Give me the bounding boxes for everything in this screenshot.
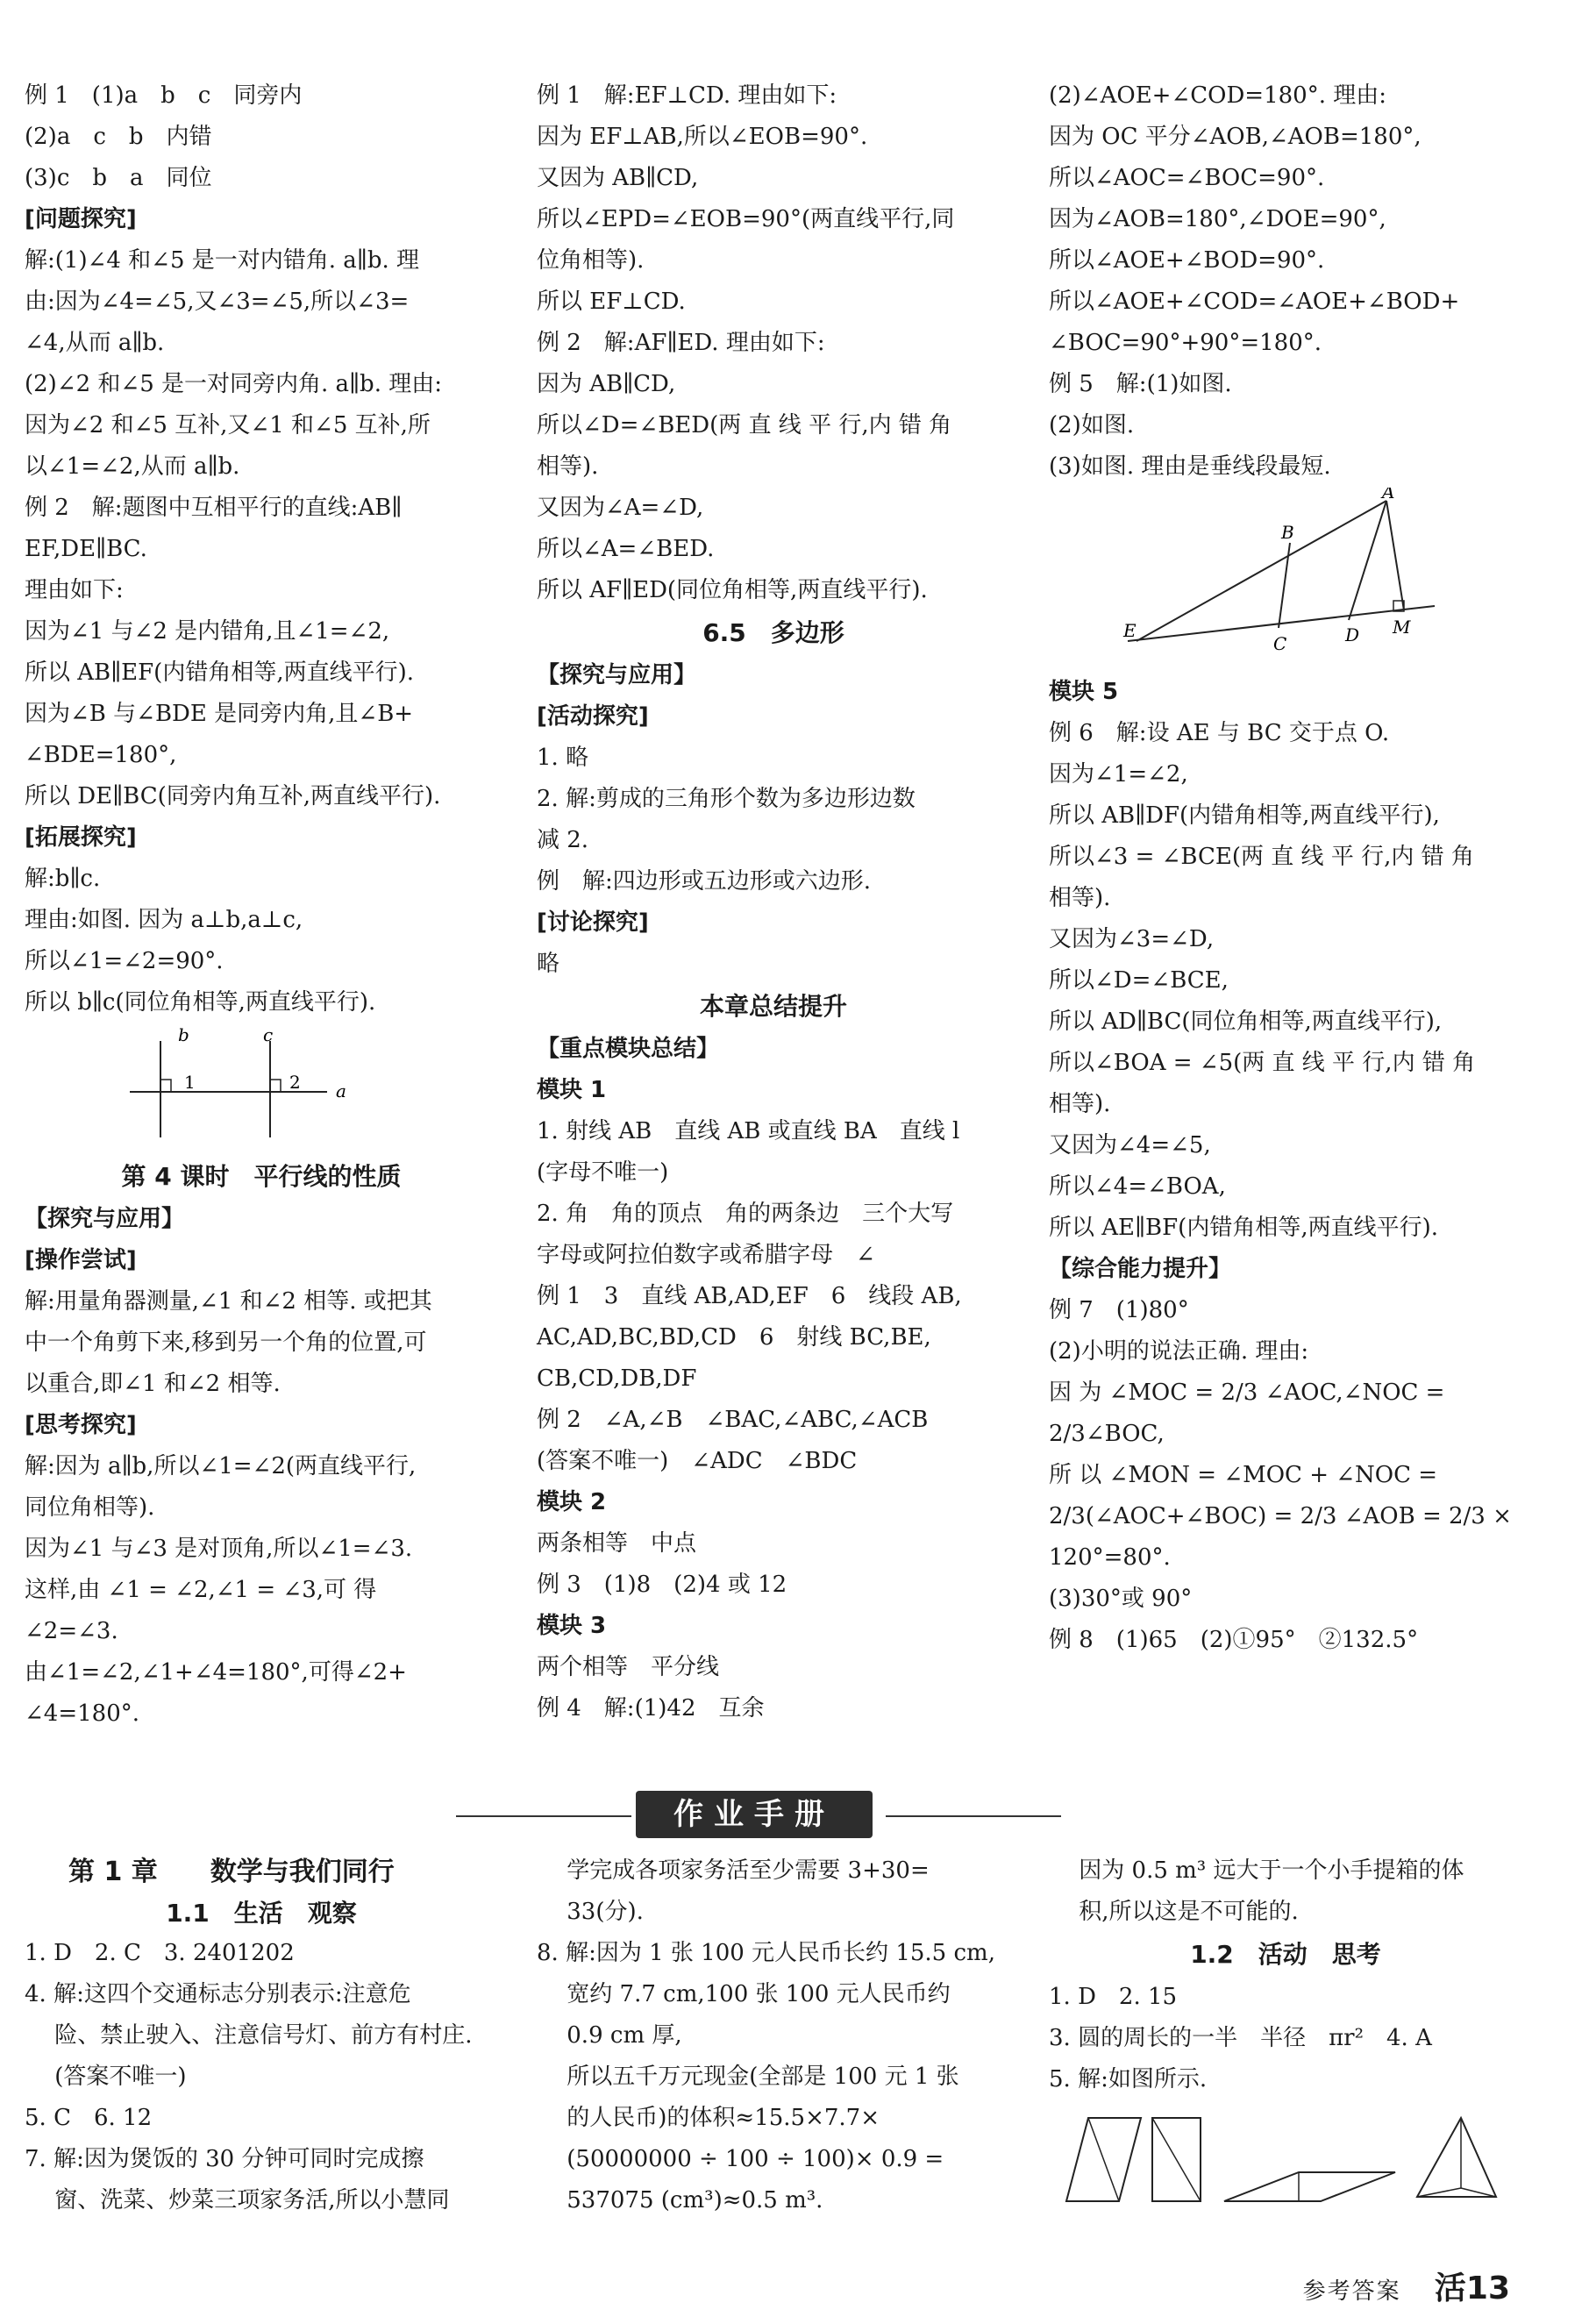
col1-line-7: (2)∠2 和∠5 是一对同旁内角. a∥b. 理由:: [25, 371, 442, 397]
col3b-line-10: 相等).: [1049, 1091, 1111, 1117]
b2-line-4: 0.9 cm 厚,: [537, 2022, 682, 2049]
col1-line-3: [问题探究]: [25, 206, 137, 232]
col1-line-21: 所以∠1=∠2=90°.: [25, 948, 224, 974]
col3-line-1: 因为 OC 平分∠AOB,∠AOB=180°,: [1049, 124, 1422, 150]
col3-line-4: 所以∠AOE+∠BOD=90°.: [1049, 247, 1325, 274]
b1-line-0: 1. D 2. C 3. 2401202: [25, 1940, 295, 1966]
col3b-line-22: (3)30°或 90°: [1049, 1586, 1193, 1612]
b1-line-5: 7. 解:因为煲饭的 30 分钟可同时完成擦: [25, 2146, 424, 2172]
col1-line-19: 解:b∥c.: [25, 866, 101, 892]
col2c-line-10: (答案不唯一) ∠ADC ∠BDC: [537, 1448, 858, 1474]
col2c-line-9: 例 2 ∠A,∠B ∠BAC,∠ABC,∠ACB: [537, 1407, 929, 1433]
answer-lines-b3b: [1049, 1977, 1522, 2100]
b3-line-0: 因为 0.5 m³ 远大于一个小手提箱的体: [1049, 1857, 1464, 1884]
fig-label-D: D: [1345, 624, 1360, 645]
col2-line-8: 所以∠D=∠BED(两 直 线 平 行,内 错 角: [537, 412, 952, 438]
col3-line-9: (3)如图. 理由是垂线段最短.: [1049, 453, 1331, 480]
col2c-line-14: 模块 3: [537, 1613, 607, 1639]
col2c-line-11: 模块 2: [537, 1489, 607, 1515]
b3b-line-2: 5. 解:如图所示.: [1049, 2066, 1208, 2092]
col1b-line-3: 中一个角剪下来,移到另一个角的位置,可: [25, 1330, 427, 1356]
col2-line-3: 所以∠EPD=∠EOB=90°(两直线平行,同: [537, 206, 955, 232]
col3b-line-7: 所以∠D=∠BCE,: [1049, 967, 1229, 994]
col3b-line-3: 所以 AB∥DF(内错角相等,两直线平行),: [1049, 802, 1440, 829]
homework-column-3: [1049, 1850, 1522, 2223]
fig-label-C: C: [1273, 633, 1287, 654]
col1-line-18: [拓展探究]: [25, 824, 137, 851]
col2b-line-0: 【探究与应用】: [537, 662, 697, 688]
page-footer: [1303, 2263, 1510, 2308]
b1-line-1: 4. 解:这四个交通标志分别表示:注意危: [25, 1981, 411, 2007]
answer-lines-b2: [537, 1850, 1010, 2221]
b3b-line-1: 3. 圆的周长的一半 半径 πr² 4. A: [1049, 2025, 1432, 2051]
col3b-line-6: 又因为∠3=∠D,: [1049, 926, 1215, 952]
col3-line-3: 因为∠AOB=180°,∠DOE=90°,: [1049, 206, 1386, 232]
col3b-line-8: 所以 AD∥BC(同位角相等,两直线平行),: [1049, 1009, 1443, 1035]
col2c-line-16: 例 4 解:(1)42 互余: [537, 1695, 765, 1722]
col2c-line-7: AC,AD,BC,BD,CD 6 射线 BC,BE,: [537, 1324, 931, 1351]
col3b-line-5: 相等).: [1049, 885, 1111, 911]
col2-line-12: 所以 AF∥ED(同位角相等,两直线平行).: [537, 577, 928, 603]
col1b-line-7: 同位角相等).: [25, 1494, 155, 1521]
col1-line-4: 解:(1)∠4 和∠5 是一对内错角. a∥b. 理: [25, 247, 419, 274]
col1-line-5: 由:因为∠4=∠5,又∠3=∠5,所以∠3=: [25, 289, 410, 315]
col1b-line-5: [思考探究]: [25, 1412, 137, 1438]
col1-line-12: 理由如下:: [25, 577, 124, 603]
col1-line-2: (3)c b a 同位: [25, 165, 212, 191]
col2c-line-4: 2. 角 角的顶点 角的两条边 三个大写: [537, 1201, 954, 1227]
col2c-line-1: 模块 1: [537, 1077, 607, 1103]
col1-line-20: 理由:如图. 因为 a⊥b,a⊥c,: [25, 907, 303, 933]
col3b-line-2: 因为∠1=∠2,: [1049, 761, 1188, 788]
b2-line-2: 8. 解:因为 1 张 100 元人民币长约 15.5 cm,: [537, 1940, 995, 1966]
col2-line-9: 相等).: [537, 453, 599, 480]
b2-line-1: 33(分).: [537, 1899, 644, 1925]
shapes-diagram: [1049, 2100, 1522, 2223]
section-title-polygon: 6.5 多边形: [702, 618, 844, 647]
column-1: [25, 75, 498, 1735]
col2c-line-5: 字母或阿拉伯数字或希腊字母 ∠: [537, 1242, 875, 1268]
col3b-line-20: 2/3(∠AOC+∠BOC) = 2/3 ∠AOB = 2/3 ×: [1049, 1503, 1512, 1529]
col1b-line-2: 解:用量角器测量,∠1 和∠2 相等. 或把其: [25, 1288, 432, 1315]
col1-line-1: (2)a c b 内错: [25, 124, 212, 150]
col1b-line-8: 因为∠1 与∠3 是对顶角,所以∠1=∠3.: [25, 1536, 413, 1562]
shapes-figure: [1049, 2100, 1522, 2223]
banner-rule-right: [886, 1815, 1061, 1817]
homework-column-1: [25, 1850, 498, 2221]
b3b-line-0: 1. D 2. 15: [1049, 1984, 1178, 2010]
answer-lines-col2b: [537, 655, 1010, 985]
col1-line-14: 所以 AB∥EF(内错角相等,两直线平行).: [25, 659, 414, 686]
col1-line-10: 例 2 解:题图中互相平行的直线:AB∥: [25, 495, 403, 521]
answer-lines-b3: [1049, 1850, 1522, 1933]
col3-line-8: (2)如图.: [1049, 412, 1135, 438]
col2c-line-15: 两个相等 平分线: [537, 1654, 720, 1680]
answer-lines-col2c: [537, 1029, 1010, 1729]
col2c-line-12: 两条相等 中点: [537, 1530, 697, 1557]
col1-line-22: 所以 b∥c(同位角相等,两直线平行).: [25, 989, 376, 1016]
col3b-line-13: 所以 AE∥BF(内错角相等,两直线平行).: [1049, 1215, 1438, 1241]
col1b-line-6: 解:因为 a∥b,所以∠1=∠2(两直线平行,: [25, 1453, 417, 1479]
lesson-title: 第 4 课时 平行线的性质: [121, 1162, 402, 1191]
col3b-line-23: 例 8 (1)65 (2)①95° ②132.5°: [1049, 1627, 1419, 1653]
footer-label: 参考答案: [1302, 2278, 1401, 2305]
page-number: 活13: [1434, 2271, 1510, 2306]
col1b-line-12: ∠4=180°.: [25, 1700, 140, 1727]
col2b-line-7: 略: [537, 951, 560, 977]
col3b-line-4: 所以∠3 = ∠BCE(两 直 线 平 行,内 错 角: [1049, 844, 1474, 870]
col2-line-5: 所以 EF⊥CD.: [537, 289, 686, 315]
col1b-line-9: 这样,由 ∠1 = ∠2,∠1 = ∠3,可 得: [25, 1577, 377, 1603]
col1b-line-11: 由∠1=∠2,∠1+∠4=180°,可得∠2+: [25, 1659, 407, 1686]
col3-line-5: 所以∠AOE+∠COD=∠AOE+∠BOD+: [1049, 289, 1460, 315]
col3b-line-1: 例 6 解:设 AE 与 BC 交于点 O.: [1049, 720, 1390, 746]
col3b-line-17: 因 为 ∠MOC = 2/3 ∠AOC,∠NOC =: [1049, 1379, 1445, 1406]
answer-lines-col3: [1049, 75, 1522, 488]
col3b-line-0: 模块 5: [1049, 679, 1119, 705]
col2-line-0: 例 1 解:EF⊥CD. 理由如下:: [537, 82, 837, 109]
col2c-line-3: (字母不唯一): [537, 1159, 669, 1186]
b1-line-2: 险、禁止驶入、注意信号灯、前方有村庄.: [25, 2022, 473, 2049]
col1b-line-1: [操作尝试]: [25, 1247, 137, 1273]
col3b-line-21: 120°=80°.: [1049, 1544, 1171, 1571]
b2-line-5: 所以五千万元现金(全部是 100 元 1 张: [537, 2064, 959, 2090]
fig-label-1: 1: [184, 1072, 196, 1093]
col1b-line-10: ∠2=∠3.: [25, 1618, 118, 1644]
answer-lines-col2: [537, 75, 1010, 611]
col1b-line-0: 【探究与应用】: [25, 1206, 185, 1232]
b2-line-8: 537075 (cm³)≈0.5 m³.: [537, 2187, 823, 2214]
banner-title: 作业手册: [636, 1791, 873, 1838]
chapter-summary-title: 本章总结提升: [699, 992, 847, 1021]
col3b-line-12: 所以∠4=∠BOA,: [1049, 1173, 1226, 1200]
col2b-line-3: 2. 解:剪成的三角形个数为多边形边数: [537, 786, 916, 812]
col1-line-11: EF,DE∥BC.: [25, 536, 147, 562]
col2b-line-6: [讨论探究]: [537, 909, 649, 936]
answer-lines-col1b: [25, 1199, 498, 1735]
col2-line-6: 例 2 解:AF∥ED. 理由如下:: [537, 330, 825, 356]
b2-line-7: (50000000 ÷ 100 ÷ 100)× 0.9 =: [537, 2146, 944, 2172]
parallel-lines-diagram: [25, 1023, 498, 1155]
section-title-1-1: 1.1 生活 观察: [166, 1899, 357, 1928]
col1-line-17: 所以 DE∥BC(同旁内角互补,两直线平行).: [25, 783, 441, 809]
col3-line-6: ∠BOC=90°+90°=180°.: [1049, 330, 1322, 356]
col2c-line-8: CB,CD,DB,DF: [537, 1365, 697, 1392]
col3b-line-14: 【综合能力提升】: [1049, 1256, 1232, 1282]
col1-line-8: 因为∠2 和∠5 互补,又∠1 和∠5 互补,所: [25, 412, 431, 438]
col2-line-11: 所以∠A=∠BED.: [537, 536, 715, 562]
banner-rule-left: [456, 1815, 631, 1817]
col1-line-0: 例 1 (1)a b c 同旁内: [25, 82, 303, 109]
fig-label-M: M: [1393, 617, 1411, 638]
fig-label-2: 2: [289, 1072, 301, 1093]
answer-lines-col3b: [1049, 672, 1522, 1661]
section-title-1-2: 1.2 活动 思考: [1190, 1940, 1381, 1969]
col1-line-15: 因为∠B 与∠BDE 是同旁内角,且∠B+: [25, 701, 414, 727]
fig-label-E: E: [1123, 620, 1137, 641]
col3-line-0: (2)∠AOE+∠COD=180°. 理由:: [1049, 82, 1387, 109]
col2b-line-4: 减 2.: [537, 827, 589, 853]
col3b-line-16: (2)小明的说法正确. 理由:: [1049, 1338, 1309, 1365]
col1-line-13: 因为∠1 与∠2 是内错角,且∠1=∠2,: [25, 618, 390, 645]
col3b-line-19: 所 以 ∠MON = ∠MOC + ∠NOC =: [1049, 1462, 1438, 1488]
perpendicular-figure: [1049, 488, 1522, 672]
col3b-line-11: 又因为∠4=∠5,: [1049, 1132, 1211, 1158]
homework-banner: [456, 1789, 1061, 1842]
fig-label-c: c: [263, 1024, 274, 1045]
fig-label-B: B: [1281, 522, 1294, 543]
col1-line-16: ∠BDE=180°,: [25, 742, 177, 768]
b3-line-1: 积,所以这是不可能的.: [1049, 1899, 1299, 1925]
column-3: [1049, 75, 1522, 1661]
col1-line-6: ∠4,从而 a∥b.: [25, 330, 165, 356]
b1-line-4: 5. C 6. 12: [25, 2105, 153, 2131]
col2c-line-13: 例 3 (1)8 (2)4 或 12: [537, 1572, 787, 1598]
perpendicular-diagram: [1049, 488, 1522, 672]
b2-line-6: 的人民币)的体积≈15.5×7.7×: [537, 2105, 880, 2131]
homework-column-2: [537, 1850, 1010, 2221]
answer-lines-col1: [25, 75, 498, 1023]
fig-label-A: A: [1382, 488, 1395, 503]
b2-line-0: 学完成各项家务活至少需要 3+30=: [537, 1857, 930, 1884]
b2-line-3: 宽约 7.7 cm,100 张 100 元人民币约: [537, 1981, 951, 2007]
col3b-line-15: 例 7 (1)80°: [1049, 1297, 1189, 1323]
col2b-line-2: 1. 略: [537, 745, 589, 771]
answer-lines-b1: [25, 1933, 498, 2221]
col2b-line-5: 例 解:四边形或五边形或六边形.: [537, 868, 872, 895]
fig-label-a: a: [336, 1080, 346, 1101]
col2-line-4: 位角相等).: [537, 247, 645, 274]
col3-line-7: 例 5 解:(1)如图.: [1049, 371, 1232, 397]
col3b-line-9: 所以∠BOA = ∠5(两 直 线 平 行,内 错 角: [1049, 1050, 1476, 1076]
fig-label-b: b: [178, 1024, 189, 1045]
col2-line-10: 又因为∠A=∠D,: [537, 495, 704, 521]
col2c-line-0: 【重点模块总结】: [537, 1036, 720, 1062]
b1-line-3: (答案不唯一): [25, 2064, 187, 2090]
col3b-line-18: 2/3∠BOC,: [1049, 1421, 1165, 1447]
col2-line-7: 因为 AB∥CD,: [537, 371, 676, 397]
col3-line-2: 所以∠AOC=∠BOC=90°.: [1049, 165, 1325, 191]
col1b-line-4: 以重合,即∠1 和∠2 相等.: [25, 1371, 281, 1397]
chapter-title: 第 1 章 数学与我们同行: [68, 1857, 395, 1887]
b1-line-6: 窗、洗菜、炒菜三项家务活,所以小慧同: [25, 2187, 450, 2214]
col2c-line-2: 1. 射线 AB 直线 AB 或直线 BA 直线 l: [537, 1118, 960, 1144]
col2b-line-1: [活动探究]: [537, 703, 649, 730]
column-2: [537, 75, 1010, 1729]
col1-line-9: 以∠1=∠2,从而 a∥b.: [25, 453, 240, 480]
col2-line-2: 又因为 AB∥CD,: [537, 165, 699, 191]
col2c-line-6: 例 1 3 直线 AB,AD,EF 6 线段 AB,: [537, 1283, 962, 1309]
parallel-lines-figure: [25, 1023, 498, 1155]
col2-line-1: 因为 EF⊥AB,所以∠EOB=90°.: [537, 124, 868, 150]
